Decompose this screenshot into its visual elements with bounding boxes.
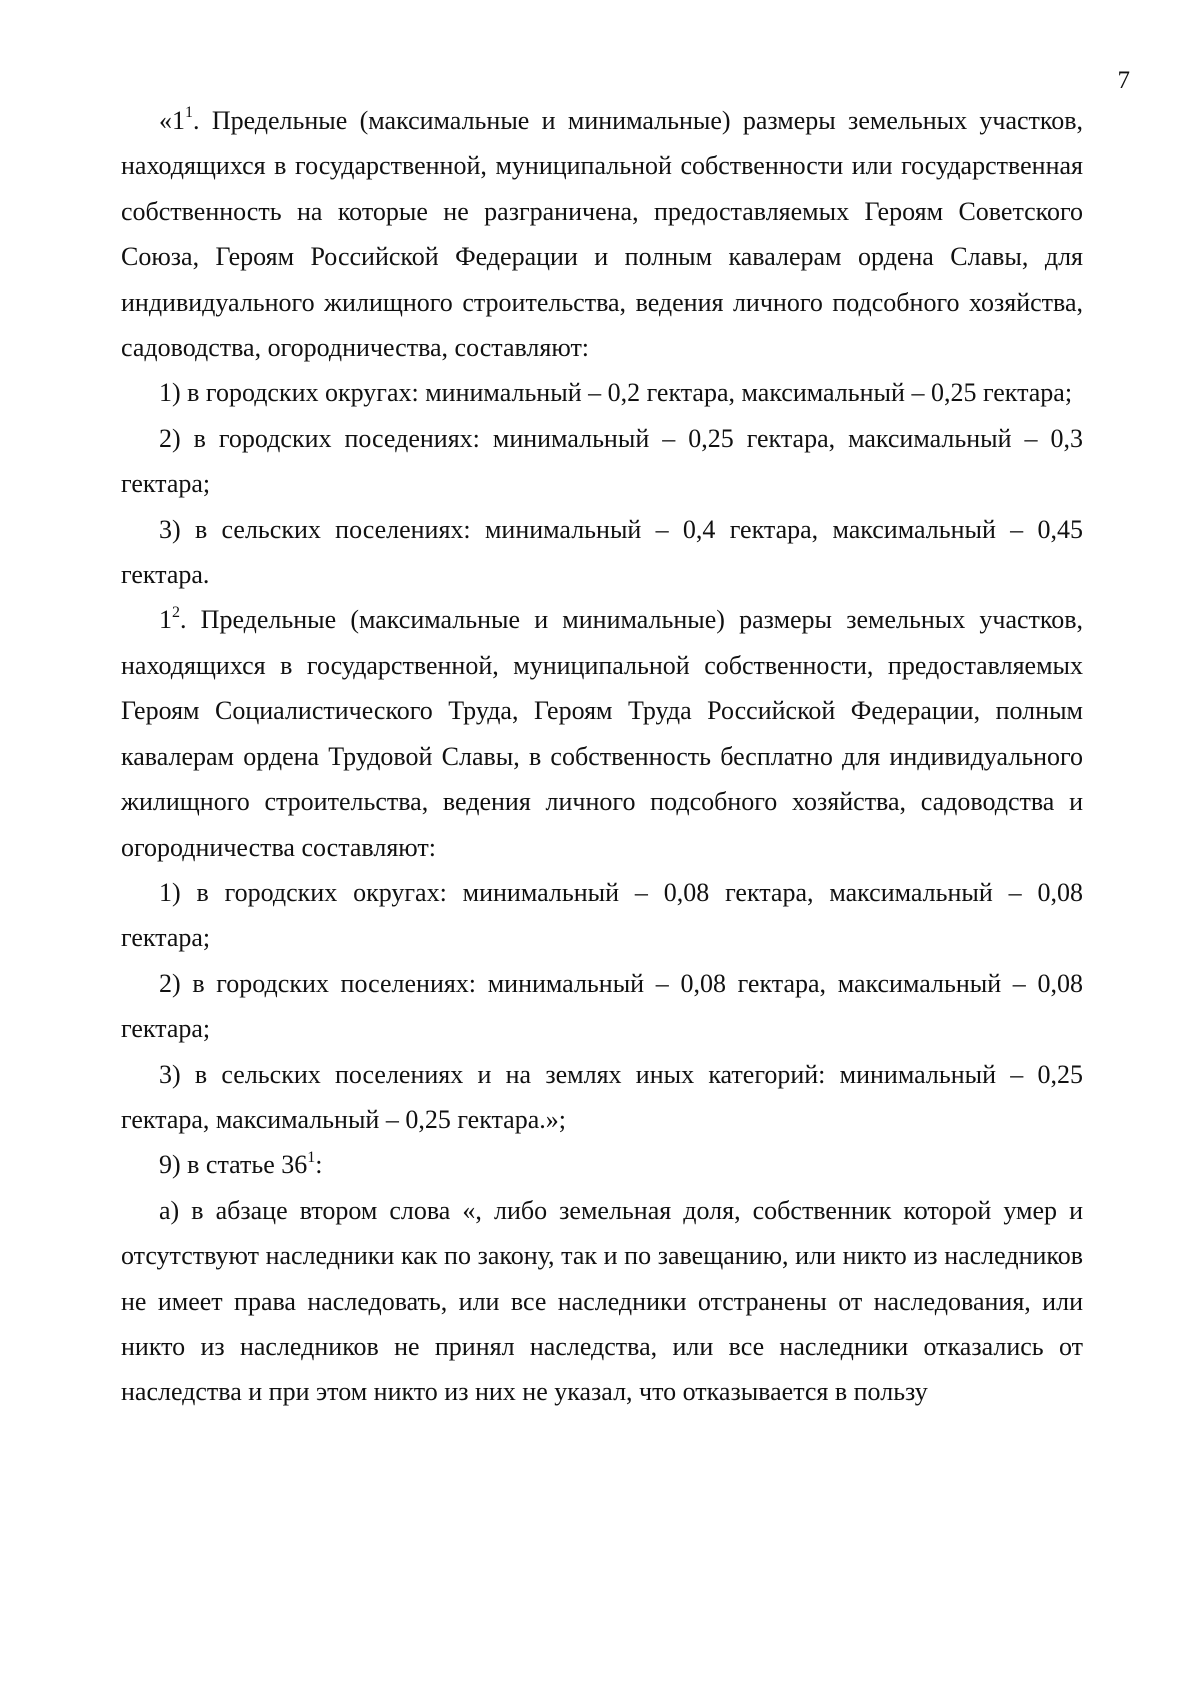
- paragraph-text: 2) в городских поседениях: минимальный – 0,25 гектара, максимальный – 0,3 гектара;: [121, 423, 1083, 499]
- paragraph-text: 2) в городских поселениях: минимальный – 0,08 гектара, максимальный – 0,08 гектара;: [121, 968, 1083, 1044]
- list-item: [121, 370, 1083, 415]
- paragraph-text: . Предельные (максимальные и минимальные) размеры земельных участков, находящихся в государственной, муниципальной собственности или государственная собственность на которые не разграничена, предоставляемых Героям Советского Союза, Героям Российской Федерации и полным кавалерам ордена Славы, для индивидуального жилищного строительства, ведения личного подсобного хозяйства, садоводства, огородничества, составляют:: [121, 106, 1083, 363]
- page-number: 7: [1117, 67, 1130, 94]
- list-item: [121, 961, 1083, 1052]
- superscript: 1: [185, 104, 193, 122]
- paragraph-text: . Предельные (максимальные и минимальные) размеры земельных участков, находящихся в государственной, муниципальной собственности, предоставляемых Героям Социалистического Труда, Героям Труда Российской Федерации, полным кавалерам ордена Трудовой Славы, в собственность бесплатно для индивидуального жилищного строительства, ведения личного подсобного хозяйства, садоводства и огородничества составляют:: [121, 605, 1083, 862]
- paragraph-text: 3) в сельских поселениях: минимальный – 0,4 гектара, максимальный – 0,45 гектара.: [121, 514, 1083, 590]
- paragraph-text: 1) в городских округах: минимальный – 0,2 гектара, максимальный – 0,25 гектара;: [159, 378, 1073, 408]
- superscript: 1: [307, 1148, 316, 1166]
- paragraph-text: :: [315, 1150, 323, 1180]
- paragraph-article-36-1: [121, 1142, 1083, 1187]
- document-body: [121, 98, 1083, 1415]
- list-item: [121, 507, 1083, 598]
- paragraph-prefix: 1: [159, 605, 172, 635]
- list-item: [121, 416, 1083, 507]
- paragraph-text: 3) в сельских поселениях и на землях иных категорий: минимальный – 0,25 гектара, максимальный – 0,25 гектара.»;: [121, 1059, 1083, 1134]
- paragraph-1-1: [121, 98, 1083, 370]
- list-item: [121, 870, 1083, 961]
- paragraph-prefix: «1: [159, 106, 185, 135]
- superscript: 2: [172, 603, 180, 621]
- paragraph-text: 1) в городских округах: минимальный – 0,08 гектара, максимальный – 0,08 гектара;: [121, 877, 1083, 953]
- list-item: [121, 1052, 1083, 1143]
- paragraph-prefix: 9) в статье 36: [159, 1150, 308, 1180]
- paragraph-1-2: [121, 597, 1083, 869]
- paragraph-text: а) в абзаце втором слова «, либо земельная доля, собственник которой умер и отсутствуют наследники как по закону, так и по завещанию, или никто из наследников не имеет права наследовать, или все наследники отстранены от наследования, или никто из наследников не принял наследства, или все наследники отказались от наследства и при этом никто из них не указал, что отказывается в пользу: [121, 1195, 1083, 1407]
- paragraph-subitem-a: [121, 1188, 1083, 1415]
